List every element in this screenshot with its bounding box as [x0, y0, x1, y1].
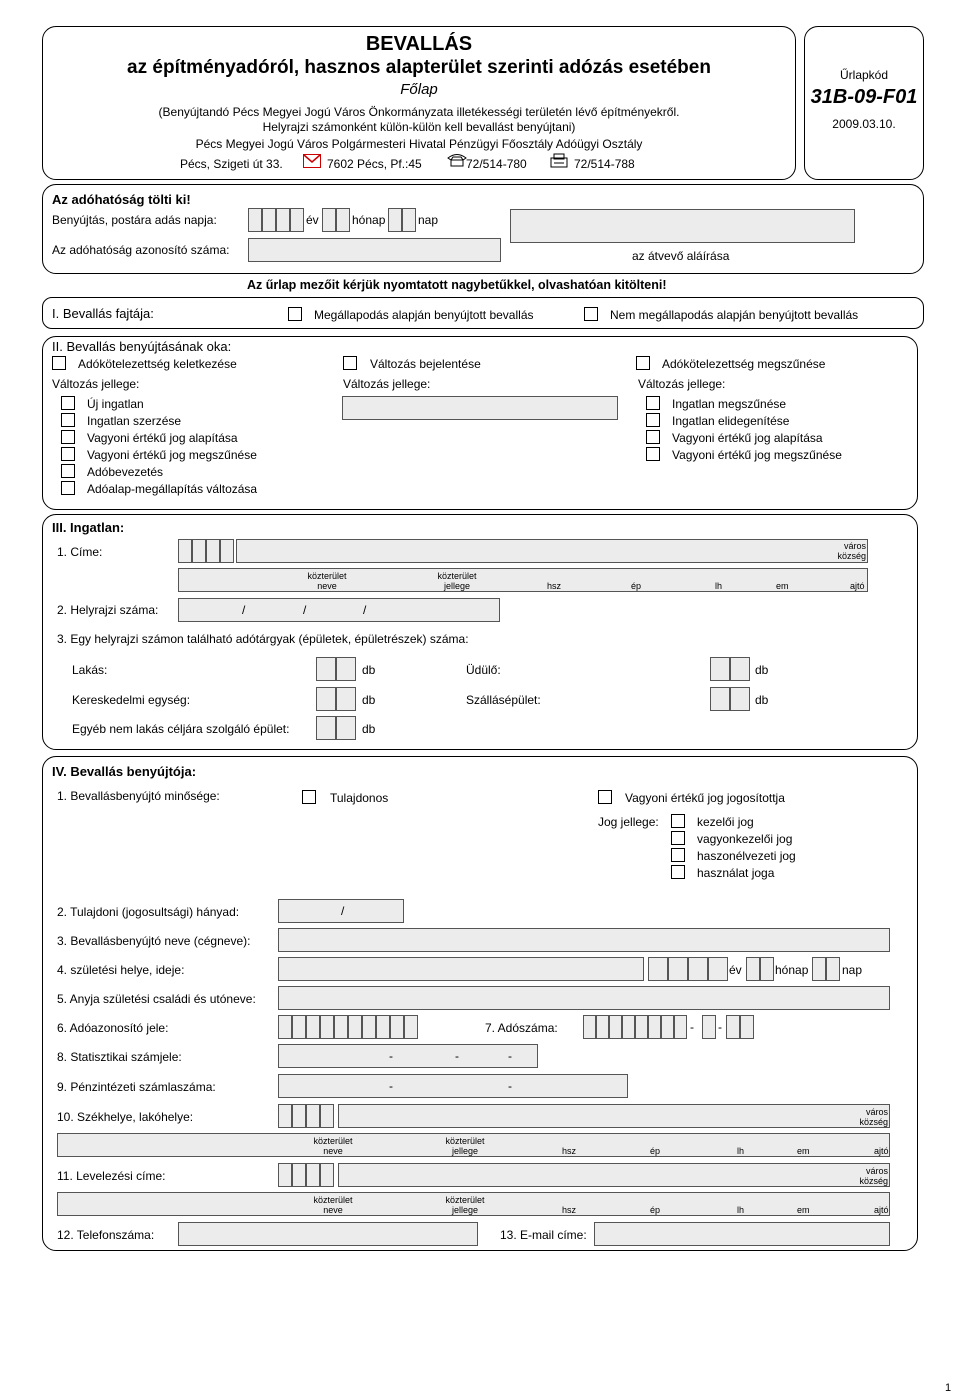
adoazon-digit[interactable]: [334, 1015, 348, 1039]
fax-icon: [550, 153, 568, 171]
lakas-digit[interactable]: [336, 657, 356, 681]
mail-icon: [303, 154, 321, 171]
adobevezetes-checkbox[interactable]: [61, 464, 75, 478]
lh-label: lh: [737, 1205, 745, 1215]
uj-ingatlan-checkbox[interactable]: [61, 396, 75, 410]
adoszam-digit[interactable]: [726, 1015, 740, 1039]
szekhely-zip-digit[interactable]: [292, 1104, 306, 1128]
jog-item: kezelői jog: [697, 815, 754, 829]
ev-label: év: [306, 213, 319, 227]
ep-label: ép: [650, 1205, 661, 1215]
section2-title: II. Bevallás benyújtásának oka:: [52, 339, 232, 354]
col3-change-label: Változás jellege:: [638, 377, 726, 391]
year-digit-3[interactable]: [276, 208, 290, 232]
year-digit-2[interactable]: [262, 208, 276, 232]
neve-text: neve: [323, 1146, 343, 1156]
section1-title: I. Bevallás fajtája:: [52, 306, 154, 321]
birthplace-field[interactable]: [278, 957, 644, 981]
opt-no-agreement-label: Nem megállapodás alapján benyújtott bevallás: [610, 308, 859, 322]
birth-year-digit[interactable]: [668, 957, 688, 981]
varos-kozseg-label: [858, 1166, 888, 1186]
col3-item: Vagyoni értékű jog megszűnése: [672, 448, 842, 462]
levelezesi-zip-digit[interactable]: [292, 1163, 306, 1187]
db-label: db: [362, 693, 376, 707]
street-field[interactable]: [178, 568, 868, 592]
egyeb-digit[interactable]: [336, 716, 356, 740]
phone-icon: [446, 153, 468, 170]
szekhely-zip-digit[interactable]: [306, 1104, 320, 1128]
hasznalat-checkbox[interactable]: [671, 865, 685, 879]
year-digit-1[interactable]: [248, 208, 262, 232]
hsz-label: hsz: [547, 581, 562, 591]
zip-digit[interactable]: [206, 539, 220, 563]
col1-item: Új ingatlan: [87, 397, 144, 411]
adoazon-digit[interactable]: [320, 1015, 334, 1039]
kezeloi-checkbox[interactable]: [671, 814, 685, 828]
nev-field[interactable]: [278, 928, 890, 952]
hrsz-label: 2. Helyrajzi száma:: [57, 603, 159, 617]
kozterulet-jellege-label: [438, 1195, 492, 1215]
formcode-code: 31B-09-F01: [810, 86, 918, 108]
zip-digit[interactable]: [192, 539, 206, 563]
kozterulet-neve-label: [306, 1195, 360, 1215]
authority-id-field[interactable]: [248, 238, 501, 262]
varos-text: város: [865, 1166, 888, 1176]
honap-label: hónap: [352, 213, 386, 227]
kozseg-text: község: [837, 551, 866, 561]
email-field[interactable]: [594, 1222, 890, 1246]
zip-digit[interactable]: [178, 539, 192, 563]
levelezesi-zip-digit[interactable]: [320, 1163, 334, 1187]
header-line1: (Benyújtandó Pécs Megyei Jogú Város Önkormányzata illetékességi területén lévő építményekről.: [158, 105, 680, 119]
szekhely-zip-digit[interactable]: [278, 1104, 292, 1128]
email-label: 13. E-mail címe:: [500, 1228, 587, 1242]
szekhely-city-field[interactable]: [338, 1104, 890, 1128]
lh-label: lh: [737, 1146, 745, 1156]
adoszam-digit[interactable]: [740, 1015, 754, 1039]
col3-item: Vagyoni értékű jog alapítása: [672, 431, 823, 445]
change-description-field[interactable]: [342, 396, 618, 420]
instruction-text: Az űrlap mezőit kérjük nyomtatott nagybetűkkel, olvashatóan kitölteni!: [247, 278, 667, 292]
neve-text: neve: [317, 581, 337, 591]
udulo-label: Üdülő:: [466, 663, 501, 677]
adoazon-digit[interactable]: [390, 1015, 404, 1039]
jog-megszunes-checkbox[interactable]: [61, 447, 75, 461]
adoszam-digit[interactable]: [596, 1015, 609, 1039]
opt-agreement-checkbox[interactable]: [288, 307, 302, 321]
header-line3: Pécs Megyei Jogú Város Polgármesteri Hivatal Pénzügyi Főosztály Adóügyi Osztály: [195, 137, 643, 151]
page-number: 1: [945, 1382, 952, 1394]
formcode-label: Űrlapkód: [839, 68, 889, 82]
em-label: em: [776, 581, 789, 591]
kozterulet-neve-label: [300, 571, 354, 591]
bank-field[interactable]: [278, 1074, 628, 1098]
kozterulet-text: közterület: [445, 1136, 485, 1146]
keresk-digit[interactable]: [316, 687, 336, 711]
adoazon-digit[interactable]: [376, 1015, 390, 1039]
db-label: db: [362, 663, 376, 677]
lh-label: lh: [715, 581, 723, 591]
vagyoni-label: Vagyoni értékű jog jogosítottja: [625, 791, 785, 805]
jellege-text: jellege: [451, 1205, 479, 1215]
stat-dash: -: [389, 1049, 393, 1063]
valtozas-checkbox[interactable]: [343, 356, 357, 370]
haszonelvezeti-checkbox[interactable]: [671, 848, 685, 862]
tulajdonos-checkbox[interactable]: [302, 790, 316, 804]
szekhely-zip-digit[interactable]: [320, 1104, 334, 1128]
year-digit-4[interactable]: [290, 208, 304, 232]
hsz-label: hsz: [562, 1146, 577, 1156]
hanyad-label: 2. Tulajdoni (jogosultsági) hányad:: [57, 905, 240, 919]
jog-alapitas-checkbox[interactable]: [61, 430, 75, 444]
adoazon-label: 6. Adóazonosító jele:: [57, 1021, 169, 1035]
adoszam-digit[interactable]: [674, 1015, 687, 1039]
bank-label: 9. Pénzintézeti számlaszáma:: [57, 1080, 216, 1094]
adoszam-dash: -: [690, 1020, 694, 1034]
section4-title: IV. Bevallás benyújtója:: [52, 764, 197, 779]
levelezesi-zip-digit[interactable]: [306, 1163, 320, 1187]
szallas-label: Szállásépület:: [466, 693, 541, 707]
stat-label: 8. Statisztikai számjele:: [57, 1050, 182, 1064]
birth-year-digit[interactable]: [708, 957, 728, 981]
em-label: em: [797, 1146, 810, 1156]
form-subtitle: az építményadóról, hasznos alapterület szerinti adózás esetében: [127, 57, 711, 78]
keresk-digit[interactable]: [336, 687, 356, 711]
varos-text: város: [843, 541, 866, 551]
formcode-date: 2009.03.10.: [832, 117, 896, 131]
kozterulet-text: közterület: [313, 1195, 353, 1205]
city-field[interactable]: [236, 539, 868, 563]
authority-title: Az adóhatóság tölti ki!: [52, 192, 191, 207]
col2-change-label: Változás jellege:: [343, 377, 431, 391]
adoszam-digit[interactable]: [635, 1015, 648, 1039]
adoazon-digit[interactable]: [348, 1015, 362, 1039]
kozterulet-text: közterület: [313, 1136, 353, 1146]
signature-label: az átvevő aláírása: [632, 249, 730, 263]
cime-label: 1. Címe:: [57, 545, 103, 559]
stat-dash: -: [455, 1049, 459, 1063]
birth-month-digit[interactable]: [746, 957, 760, 981]
adoazon-digit[interactable]: [292, 1015, 306, 1039]
jellege-text: jellege: [443, 581, 471, 591]
ep-label: ép: [650, 1146, 661, 1156]
hrsz-slash: /: [303, 603, 307, 617]
adoszam-dash: -: [718, 1020, 722, 1034]
ep-label: ép: [631, 581, 642, 591]
kozterulet-text: közterület: [437, 571, 477, 581]
birth-month-digit[interactable]: [760, 957, 774, 981]
col3-item: Ingatlan elidegenítése: [672, 414, 790, 428]
varos-kozseg-label: [836, 541, 866, 561]
day-digit-1[interactable]: [388, 208, 402, 232]
adoszam-digit[interactable]: [702, 1015, 716, 1039]
header-line2: Helyrajzi számonként külön-külön kell bevallást benyújtani): [262, 120, 576, 134]
levelezesi-city-field[interactable]: [338, 1163, 890, 1187]
col3-jog-alapitas-checkbox[interactable]: [646, 430, 660, 444]
month-digit-2[interactable]: [336, 208, 350, 232]
hanyad-slash: /: [341, 904, 345, 918]
stat-dash: -: [508, 1049, 512, 1063]
levelezesi-label: 11. Levelezési címe:: [57, 1169, 166, 1183]
lakas-digit[interactable]: [316, 657, 336, 681]
vagyonkezeloi-checkbox[interactable]: [671, 831, 685, 845]
count-label: 3. Egy helyrajzi számon található adótárgyak (épületek, épületrészek) száma:: [57, 632, 469, 646]
lakas-label: Lakás:: [72, 663, 108, 677]
jog-item: haszonélvezeti jog: [697, 849, 796, 863]
kozterulet-text: közterület: [307, 571, 347, 581]
kozseg-text: község: [859, 1117, 888, 1127]
adoazon-digit[interactable]: [404, 1015, 418, 1039]
stat-field[interactable]: [278, 1044, 538, 1068]
bank-dash: -: [389, 1079, 393, 1093]
hrsz-slash: /: [363, 603, 367, 617]
keletkezes-label: Adókötelezettség keletkezése: [78, 357, 237, 371]
zip-digit[interactable]: [220, 539, 234, 563]
vagyoni-checkbox[interactable]: [598, 790, 612, 804]
kozterulet-text: közterület: [445, 1195, 485, 1205]
anya-field[interactable]: [278, 986, 890, 1010]
form-title: BEVALLÁS: [365, 33, 473, 55]
honap-label: hónap: [775, 963, 809, 977]
jog-item: vagyonkezelői jog: [697, 832, 793, 846]
authority-id-label: Az adóhatóság azonosító száma:: [52, 243, 230, 257]
adoszam-digit[interactable]: [622, 1015, 635, 1039]
anya-label: 5. Anyja születési családi és utóneve:: [57, 992, 256, 1006]
adoazon-digit[interactable]: [278, 1015, 292, 1039]
ajto-label: ajtó: [850, 581, 865, 591]
kozterulet-neve-label: [306, 1136, 360, 1156]
col1-item: Adóbevezetés: [87, 465, 164, 479]
header-fax: 72/514-788: [574, 157, 635, 171]
col1-change-label: Változás jellege:: [52, 377, 140, 391]
ajto-label: ajtó: [874, 1146, 889, 1156]
birth-year-digit[interactable]: [648, 957, 668, 981]
egyeb-digit[interactable]: [316, 716, 336, 740]
opt-agreement-label: Megállapodás alapján benyújtott bevallás: [314, 308, 534, 322]
szallas-digit[interactable]: [730, 687, 750, 711]
adoalap-checkbox[interactable]: [61, 481, 75, 495]
szekhely-label: 10. Székhelye, lakóhelye:: [57, 1110, 194, 1124]
col1-item: Vagyoni értékű jog alapítása: [87, 431, 238, 445]
bank-dash: -: [508, 1079, 512, 1093]
nev-label: 3. Bevallásbenyújtó neve (cégneve):: [57, 934, 251, 948]
adoazon-digit[interactable]: [306, 1015, 320, 1039]
megszunes-checkbox[interactable]: [636, 356, 650, 370]
jellege-text: jellege: [451, 1146, 479, 1156]
submit-date-label: Benyújtás, postára adás napja:: [52, 213, 217, 227]
jog-item: használat joga: [697, 866, 775, 880]
levelezesi-zip-digit[interactable]: [278, 1163, 292, 1187]
tulajdonos-label: Tulajdonos: [330, 791, 389, 805]
col3-jog-megszunes-checkbox[interactable]: [646, 447, 660, 461]
col1-item: Ingatlan szerzése: [87, 414, 182, 428]
hrsz-field[interactable]: [178, 598, 500, 622]
varos-kozseg-label: [858, 1107, 888, 1127]
udulo-digit[interactable]: [710, 657, 730, 681]
keresk-label: Kereskedelmi egység:: [72, 693, 191, 707]
hsz-label: hsz: [562, 1205, 577, 1215]
folap-label: Főlap: [400, 81, 438, 98]
db-label: db: [755, 693, 769, 707]
ingatlan-megszunes-checkbox[interactable]: [646, 396, 660, 410]
kozterulet-jellege-label: [438, 1136, 492, 1156]
elidegenites-checkbox[interactable]: [646, 413, 660, 427]
db-label: db: [362, 722, 376, 736]
ev-label: év: [729, 963, 742, 977]
megszunes-label: Adókötelezettség megszűnése: [662, 357, 826, 371]
col3-item: Ingatlan megszűnése: [672, 397, 787, 411]
header-phone: 72/514-780: [466, 157, 527, 171]
ajto-label: ajtó: [874, 1205, 889, 1215]
opt-no-agreement-checkbox[interactable]: [584, 307, 598, 321]
header-postbox: 7602 Pécs, Pf.:45: [327, 157, 422, 171]
egyeb-label: Egyéb nem lakás céljára szolgáló épület:: [72, 722, 290, 736]
nap-label: nap: [418, 213, 439, 227]
em-label: em: [797, 1205, 810, 1215]
month-digit-1[interactable]: [322, 208, 336, 232]
adoszam-digit[interactable]: [661, 1015, 674, 1039]
nap-label: nap: [842, 963, 863, 977]
db-label: db: [755, 663, 769, 677]
birth-day-digit[interactable]: [826, 957, 840, 981]
birth-year-digit[interactable]: [688, 957, 708, 981]
telefon-field[interactable]: [178, 1222, 478, 1246]
minoseg-label: 1. Bevallásbenyújtó minősége:: [57, 789, 220, 803]
birth-day-digit[interactable]: [812, 957, 826, 981]
udulo-digit[interactable]: [730, 657, 750, 681]
adoszam-digit[interactable]: [583, 1015, 596, 1039]
telefon-label: 12. Telefonszáma:: [57, 1228, 155, 1242]
jog-jellege-label: Jog jellege:: [598, 815, 659, 829]
adoszam-digit[interactable]: [609, 1015, 622, 1039]
kozterulet-jellege-label: [430, 571, 484, 591]
szallas-digit[interactable]: [710, 687, 730, 711]
col1-item: Vagyoni értékű jog megszűnése: [87, 448, 257, 462]
adoszam-digit[interactable]: [648, 1015, 661, 1039]
section3-title: III. Ingatlan:: [52, 520, 125, 535]
adoazon-digit[interactable]: [362, 1015, 376, 1039]
ingatlan-szerzes-checkbox[interactable]: [61, 413, 75, 427]
valtozas-label: Változás bejelentése: [370, 357, 481, 371]
hrsz-slash: /: [242, 603, 246, 617]
keletkezes-checkbox[interactable]: [52, 356, 66, 370]
szuletes-label: 4. születési helye, ideje:: [57, 963, 185, 977]
kozseg-text: község: [859, 1176, 888, 1186]
adoszam-label: 7. Adószáma:: [485, 1021, 558, 1035]
col1-item: Adóalap-megállapítás változása: [87, 482, 258, 496]
header-address: Pécs, Szigeti út 33.: [180, 157, 283, 171]
signature-field[interactable]: [510, 209, 855, 243]
neve-text: neve: [323, 1205, 343, 1215]
day-digit-2[interactable]: [402, 208, 416, 232]
varos-text: város: [865, 1107, 888, 1117]
